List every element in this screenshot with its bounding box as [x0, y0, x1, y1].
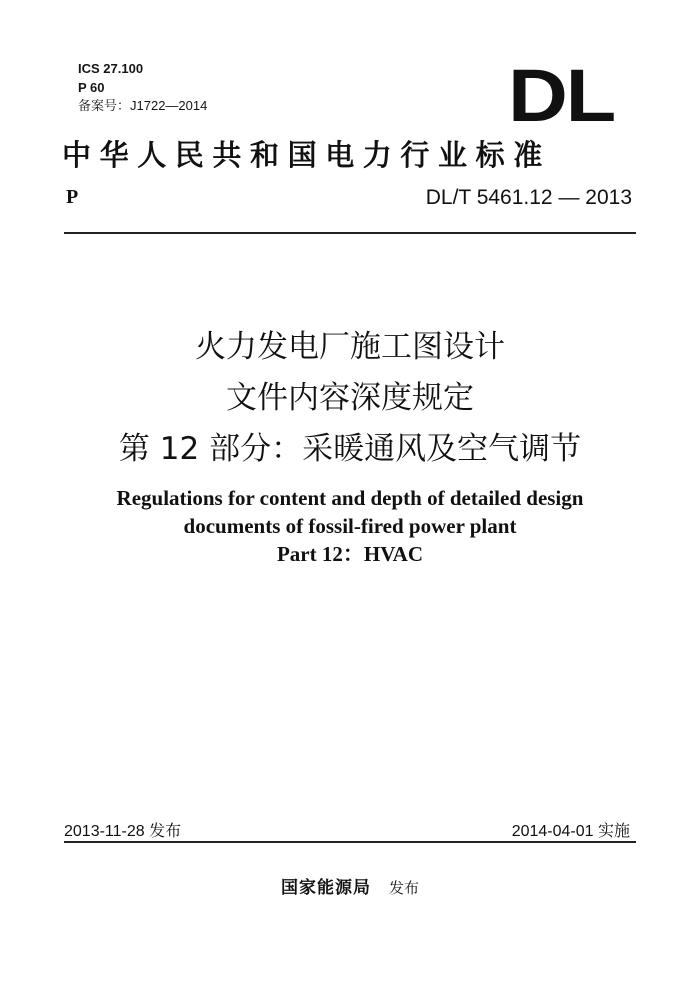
class-code: P 60: [78, 79, 105, 95]
publisher-action: 发布: [388, 879, 419, 897]
chinese-title-line-1: 火力发电厂施工图设计: [195, 329, 505, 365]
top-divider: [64, 232, 636, 234]
english-title-line-1: Regulations for content and depth of detailed design: [116, 486, 584, 510]
ics-code: ICS 27.100: [78, 61, 144, 76]
record-number: 备案号：J1722—2014: [78, 98, 208, 113]
category-letter: P: [66, 186, 79, 208]
issue-date: 2013-11-28 发布: [64, 823, 182, 840]
chinese-title-line-3: 第 12 部分：采暖通风及空气调节: [118, 431, 582, 467]
english-title-line-3: Part 12：HVAC: [276, 542, 423, 566]
classification-block: [78, 60, 207, 116]
standard-series-title: 中华人民共和国电力行业标准: [62, 138, 551, 172]
dl-logo: DL: [508, 54, 615, 137]
publisher-line: [0, 873, 700, 898]
chinese-title-line-2: 文件内容深度规定: [226, 380, 474, 416]
standard-number: DL/T 5461.12 — 2013: [425, 186, 632, 209]
english-title-line-2: documents of fossil-fired power plant: [183, 514, 517, 538]
implementation-date: 2014-04-01 实施: [511, 823, 630, 840]
bottom-divider: [64, 841, 636, 843]
publisher-name: 国家能源局: [280, 878, 371, 898]
chinese-title: [0, 322, 700, 475]
english-title: [0, 484, 700, 568]
